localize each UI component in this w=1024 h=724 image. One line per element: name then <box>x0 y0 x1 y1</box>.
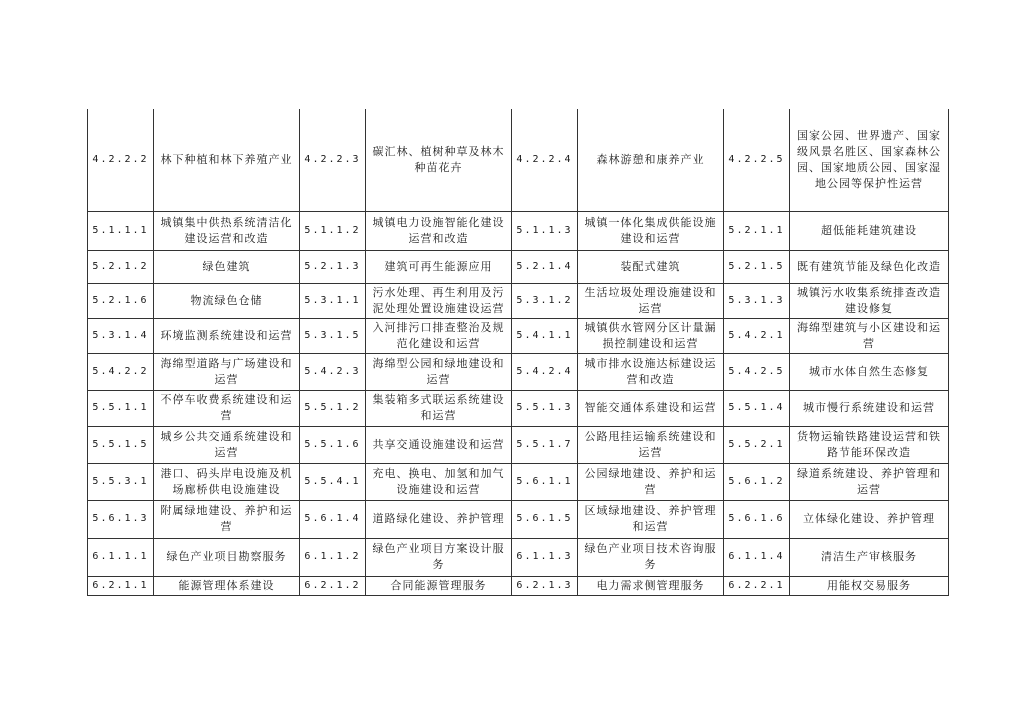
category-name-cell: 合同能源管理服务 <box>366 576 512 595</box>
category-code-cell: 5.1.1.3 <box>512 211 578 250</box>
category-name-cell: 海绵型道路与广场建设和运营 <box>154 353 300 390</box>
category-code-cell: 5.6.1.3 <box>88 500 154 538</box>
category-code-cell: 5.6.1.5 <box>512 500 578 538</box>
table-row <box>88 426 949 463</box>
category-name-cell: 城市慢行系统建设和运营 <box>790 390 949 426</box>
table-row <box>88 500 949 538</box>
category-code-cell: 5.4.2.3 <box>300 353 366 390</box>
category-code-cell: 5.5.1.4 <box>724 390 790 426</box>
category-code-cell: 5.4.2.4 <box>512 353 578 390</box>
category-name-cell: 集装箱多式联运系统建设和运营 <box>366 390 512 426</box>
category-code-cell: 6.2.1.1 <box>88 576 154 595</box>
category-code-cell: 5.2.1.6 <box>88 283 154 318</box>
category-code-cell: 6.1.1.4 <box>724 538 790 576</box>
category-code-cell: 6.2.2.1 <box>724 576 790 595</box>
category-code-cell: 5.3.1.3 <box>724 283 790 318</box>
category-name-cell: 碳汇林、植树种草及林木种苗花卉 <box>366 109 512 211</box>
category-code-cell: 6.2.1.2 <box>300 576 366 595</box>
category-code-cell: 5.2.1.4 <box>512 250 578 283</box>
category-code-cell: 5.5.2.1 <box>724 426 790 463</box>
category-code-cell: 5.4.2.2 <box>88 353 154 390</box>
category-name-cell: 绿道系统建设、养护管理和运营 <box>790 463 949 500</box>
category-name-cell: 区域绿地建设、养护管理和运营 <box>578 500 724 538</box>
category-name-cell: 港口、码头岸电设施及机场廊桥供电设施建设 <box>154 463 300 500</box>
category-code-cell: 5.3.1.2 <box>512 283 578 318</box>
category-code-cell: 5.3.1.1 <box>300 283 366 318</box>
category-name-cell: 绿色建筑 <box>154 250 300 283</box>
category-code-cell: 5.5.1.1 <box>88 390 154 426</box>
category-name-cell: 绿色产业项目技术咨询服务 <box>578 538 724 576</box>
category-code-cell: 5.2.1.2 <box>88 250 154 283</box>
table-row <box>88 109 949 211</box>
category-code-cell: 5.1.1.1 <box>88 211 154 250</box>
category-code-cell: 5.4.1.1 <box>512 318 578 353</box>
table-row <box>88 211 949 250</box>
category-name-cell: 城镇电力设施智能化建设运营和改造 <box>366 211 512 250</box>
category-name-cell: 智能交通体系建设和运营 <box>578 390 724 426</box>
category-name-cell: 共享交通设施建设和运营 <box>366 426 512 463</box>
category-name-cell: 立体绿化建设、养护管理 <box>790 500 949 538</box>
category-code-cell: 5.2.1.5 <box>724 250 790 283</box>
category-code-cell: 5.5.1.5 <box>88 426 154 463</box>
table-row <box>88 353 949 390</box>
category-name-cell: 污水处理、再生利用及污泥处理处置设施建设运营 <box>366 283 512 318</box>
category-name-cell: 城市排水设施达标建设运营和改造 <box>578 353 724 390</box>
category-name-cell: 既有建筑节能及绿色化改造 <box>790 250 949 283</box>
category-name-cell: 入河排污口排查整治及规范化建设和运营 <box>366 318 512 353</box>
table-row <box>88 463 949 500</box>
category-name-cell: 城镇污水收集系统排查改造建设修复 <box>790 283 949 318</box>
category-code-cell: 4.2.2.2 <box>88 109 154 211</box>
category-code-cell: 5.5.1.3 <box>512 390 578 426</box>
category-name-cell: 能源管理体系建设 <box>154 576 300 595</box>
category-name-cell: 环境监测系统建设和运营 <box>154 318 300 353</box>
table-row <box>88 390 949 426</box>
category-name-cell: 国家公园、世界遗产、国家级风景名胜区、国家森林公园、国家地质公园、国家湿地公园等保护性运营 <box>790 109 949 211</box>
category-name-cell: 城乡公共交通系统建设和运营 <box>154 426 300 463</box>
category-name-cell: 货物运输铁路建设运营和铁路节能环保改造 <box>790 426 949 463</box>
category-name-cell: 城镇集中供热系统清洁化建设运营和改造 <box>154 211 300 250</box>
category-name-cell: 公园绿地建设、养护和运营 <box>578 463 724 500</box>
category-code-cell: 5.3.1.5 <box>300 318 366 353</box>
category-code-cell: 4.2.2.5 <box>724 109 790 211</box>
category-code-cell: 5.6.1.1 <box>512 463 578 500</box>
table-body <box>88 109 949 595</box>
table-row <box>88 250 949 283</box>
category-name-cell: 充电、换电、加氢和加气设施建设和运营 <box>366 463 512 500</box>
category-code-cell: 5.5.4.1 <box>300 463 366 500</box>
category-name-cell: 城市水体自然生态修复 <box>790 353 949 390</box>
category-name-cell: 海绵型建筑与小区建设和运营 <box>790 318 949 353</box>
category-name-cell: 城镇一体化集成供能设施建设和运营 <box>578 211 724 250</box>
category-name-cell: 用能权交易服务 <box>790 576 949 595</box>
category-name-cell: 城镇供水管网分区计量漏损控制建设和运营 <box>578 318 724 353</box>
category-name-cell: 物流绿色仓储 <box>154 283 300 318</box>
category-code-cell: 5.2.1.1 <box>724 211 790 250</box>
category-code-cell: 5.3.1.4 <box>88 318 154 353</box>
category-code-cell: 5.1.1.2 <box>300 211 366 250</box>
category-code-cell: 5.5.1.6 <box>300 426 366 463</box>
table-row <box>88 283 949 318</box>
category-code-cell: 5.6.1.2 <box>724 463 790 500</box>
category-name-cell: 电力需求侧管理服务 <box>578 576 724 595</box>
category-name-cell: 附属绿地建设、养护和运营 <box>154 500 300 538</box>
category-name-cell: 海绵型公园和绿地建设和运营 <box>366 353 512 390</box>
category-name-cell: 公路甩挂运输系统建设和运营 <box>578 426 724 463</box>
table-row <box>88 318 949 353</box>
category-name-cell: 道路绿化建设、养护管理 <box>366 500 512 538</box>
category-name-cell: 生活垃圾处理设施建设和运营 <box>578 283 724 318</box>
category-code-cell: 4.2.2.4 <box>512 109 578 211</box>
table-row <box>88 576 949 595</box>
category-code-cell: 5.4.2.5 <box>724 353 790 390</box>
category-code-cell: 4.2.2.3 <box>300 109 366 211</box>
category-code-cell: 5.5.1.2 <box>300 390 366 426</box>
category-name-cell: 超低能耗建筑建设 <box>790 211 949 250</box>
category-code-cell: 6.1.1.3 <box>512 538 578 576</box>
category-name-cell: 装配式建筑 <box>578 250 724 283</box>
category-code-cell: 6.2.1.3 <box>512 576 578 595</box>
category-name-cell: 绿色产业项目勘察服务 <box>154 538 300 576</box>
category-code-cell: 5.2.1.3 <box>300 250 366 283</box>
category-code-cell: 5.5.3.1 <box>88 463 154 500</box>
category-name-cell: 建筑可再生能源应用 <box>366 250 512 283</box>
category-name-cell: 林下种植和林下养殖产业 <box>154 109 300 211</box>
category-code-cell: 5.6.1.4 <box>300 500 366 538</box>
category-code-cell: 6.1.1.2 <box>300 538 366 576</box>
table-row <box>88 538 949 576</box>
category-name-cell: 不停车收费系统建设和运营 <box>154 390 300 426</box>
category-name-cell: 清洁生产审核服务 <box>790 538 949 576</box>
category-code-cell: 5.4.2.1 <box>724 318 790 353</box>
category-code-cell: 6.1.1.1 <box>88 538 154 576</box>
category-name-cell: 森林游憩和康养产业 <box>578 109 724 211</box>
category-code-cell: 5.5.1.7 <box>512 426 578 463</box>
category-name-cell: 绿色产业项目方案设计服务 <box>366 538 512 576</box>
classification-table <box>87 109 949 596</box>
category-code-cell: 5.6.1.6 <box>724 500 790 538</box>
